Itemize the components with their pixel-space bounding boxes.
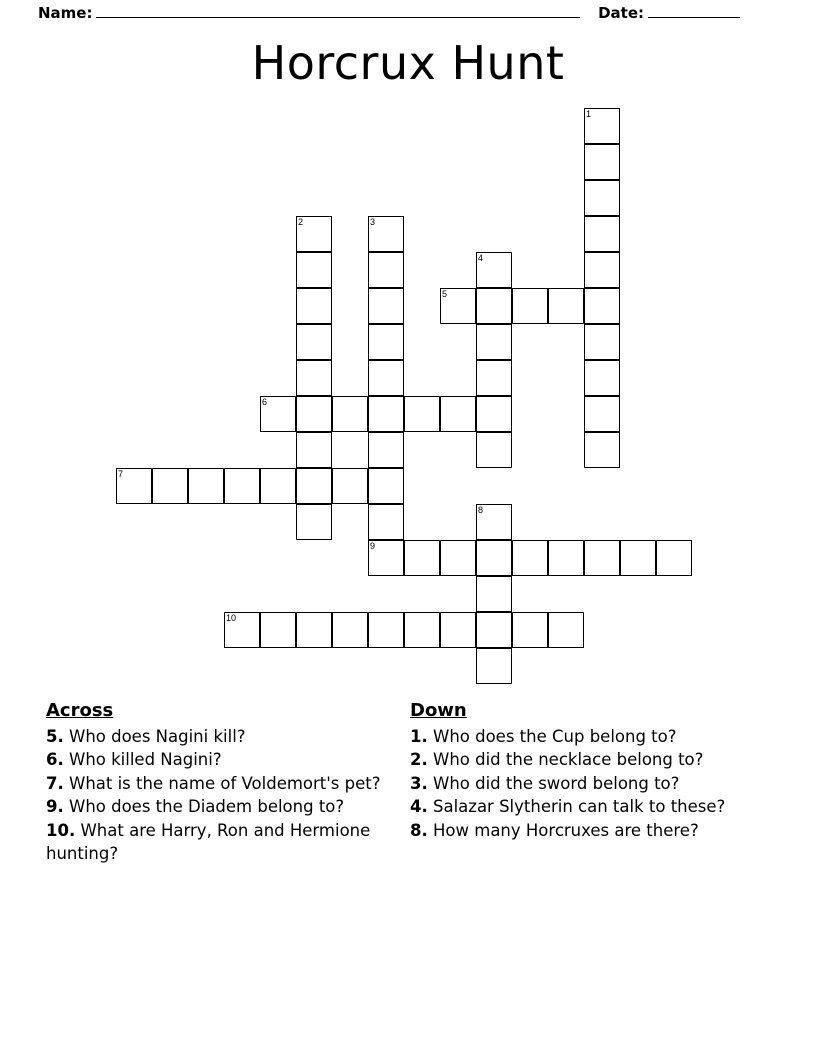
crossword-cell[interactable] [476, 432, 512, 468]
crossword-cell[interactable] [296, 324, 332, 360]
clue-across-9 [46, 795, 386, 818]
crossword-cell[interactable] [332, 612, 368, 648]
name-label: Name: [38, 4, 93, 22]
down-clues [410, 700, 750, 842]
crossword-cell[interactable] [368, 252, 404, 288]
clue-text: Who does the Cup belong to? [433, 727, 677, 746]
crossword-cell[interactable] [584, 540, 620, 576]
clue-down-4 [410, 795, 750, 818]
crossword-cell[interactable] [548, 612, 584, 648]
crossword-cell[interactable] [476, 648, 512, 684]
crossword-cell[interactable] [296, 396, 332, 432]
crossword-cell[interactable] [404, 396, 440, 432]
crossword-cell[interactable] [656, 540, 692, 576]
clue-text: Who does Nagini kill? [69, 727, 246, 746]
worksheet-header [38, 4, 744, 22]
crossword-cell[interactable] [368, 288, 404, 324]
crossword-cell[interactable] [368, 540, 404, 576]
clue-text: What are Harry, Ron and Hermione hunting? [46, 820, 371, 864]
crossword-cell[interactable] [260, 612, 296, 648]
crossword-cell[interactable] [476, 576, 512, 612]
across-heading: Across [46, 700, 114, 721]
date-blank-line [648, 17, 740, 18]
clue-text: Who did the sword belong to? [433, 773, 680, 793]
clue-text: Who did the necklace belong to? [433, 750, 704, 770]
crossword-cell[interactable] [584, 432, 620, 468]
clue-down-3 [410, 772, 750, 795]
crossword-cell[interactable] [584, 324, 620, 360]
clue-across-6 [46, 748, 386, 771]
crossword-cell[interactable] [368, 432, 404, 468]
crossword-cell[interactable] [368, 396, 404, 432]
clue-number: 7. [46, 773, 64, 793]
crossword-cell[interactable] [584, 144, 620, 180]
clue-number: 2. [410, 750, 428, 770]
page-title: Horcrux Hunt [251, 36, 565, 90]
crossword-cell[interactable] [368, 612, 404, 648]
crossword-cell[interactable] [620, 540, 656, 576]
crossword-cell[interactable] [332, 396, 368, 432]
clue-across-7 [46, 772, 386, 795]
crossword-cell[interactable] [152, 468, 188, 504]
clue-text: Salazar Slytherin can talk to these? [433, 797, 726, 817]
crossword-cell[interactable] [476, 504, 512, 540]
clue-number: 3. [410, 773, 428, 793]
clues-section [0, 700, 816, 960]
crossword-cell[interactable] [368, 324, 404, 360]
crossword-cell[interactable] [476, 540, 512, 576]
crossword-cell[interactable] [512, 540, 548, 576]
crossword-cell[interactable] [368, 504, 404, 540]
crossword-cell[interactable] [296, 288, 332, 324]
crossword-cell[interactable] [476, 396, 512, 432]
crossword-cell[interactable] [476, 360, 512, 396]
crossword-cell[interactable] [296, 252, 332, 288]
down-heading: Down [410, 700, 467, 721]
cell-number: 9 [370, 541, 376, 551]
clue-number: 9. [46, 797, 64, 817]
crossword-cell[interactable] [368, 216, 404, 252]
clue-text: What is the name of Voldemort's pet? [69, 773, 381, 793]
clue-across-5 [46, 725, 386, 748]
crossword-cell[interactable] [224, 612, 260, 648]
cell-number: 5 [442, 289, 448, 299]
crossword-cell[interactable] [296, 612, 332, 648]
name-blank-line [96, 17, 580, 18]
crossword-cell[interactable] [584, 396, 620, 432]
crossword-grid [0, 108, 816, 698]
crossword-cell[interactable] [260, 468, 296, 504]
crossword-cell[interactable] [584, 180, 620, 216]
crossword-cell[interactable] [512, 288, 548, 324]
across-clues [46, 700, 386, 866]
crossword-cell[interactable] [440, 612, 476, 648]
clue-number: 1. [410, 727, 428, 746]
crossword-cell[interactable] [296, 216, 332, 252]
clue-number: 6. [46, 750, 64, 770]
crossword-cell[interactable] [476, 324, 512, 360]
crossword-cell[interactable] [404, 612, 440, 648]
clue-number: 5. [46, 727, 64, 746]
clue-across-10 [46, 819, 386, 866]
cell-number: 7 [118, 469, 124, 479]
cell-number: 4 [478, 253, 484, 263]
crossword-cell[interactable] [296, 360, 332, 396]
clue-text: How many Horcruxes are there? [433, 820, 699, 840]
crossword-cell[interactable] [584, 108, 620, 144]
clue-number: 10. [46, 820, 76, 840]
crossword-cell[interactable] [188, 468, 224, 504]
date-label: Date: [598, 4, 644, 22]
cell-number: 8 [478, 505, 484, 515]
crossword-cell[interactable] [512, 612, 548, 648]
crossword-cell[interactable] [584, 252, 620, 288]
crossword-cell[interactable] [404, 540, 440, 576]
cell-number: 10 [226, 613, 237, 623]
cell-number: 3 [370, 217, 376, 227]
cell-number: 6 [262, 397, 268, 407]
clue-number: 4. [410, 797, 428, 817]
crossword-cell[interactable] [368, 468, 404, 504]
clue-down-2 [410, 748, 750, 771]
clue-number: 8. [410, 820, 428, 840]
crossword-cell[interactable] [260, 396, 296, 432]
crossword-cell[interactable] [332, 468, 368, 504]
crossword-cell[interactable] [440, 288, 476, 324]
crossword-cell[interactable] [584, 216, 620, 252]
crossword-cell[interactable] [296, 432, 332, 468]
crossword-cell[interactable] [440, 540, 476, 576]
clue-text: Who does the Diadem belong to? [69, 797, 345, 817]
crossword-cell[interactable] [224, 468, 260, 504]
crossword-cell[interactable] [368, 360, 404, 396]
clue-text: Who killed Nagini? [69, 750, 222, 770]
clue-down-8 [410, 819, 750, 842]
crossword-cell[interactable] [296, 504, 332, 540]
crossword-cell[interactable] [584, 288, 620, 324]
crossword-cell[interactable] [548, 288, 584, 324]
cell-number: 2 [298, 217, 304, 227]
crossword-cell[interactable] [476, 612, 512, 648]
crossword-cell[interactable] [548, 540, 584, 576]
crossword-cell[interactable] [476, 288, 512, 324]
crossword-cell[interactable] [116, 468, 152, 504]
clue-down-1 [410, 725, 750, 748]
crossword-cell[interactable] [476, 252, 512, 288]
crossword-cell[interactable] [584, 360, 620, 396]
crossword-cell[interactable] [440, 396, 476, 432]
crossword-cell[interactable] [296, 468, 332, 504]
cell-number: 1 [586, 109, 592, 119]
